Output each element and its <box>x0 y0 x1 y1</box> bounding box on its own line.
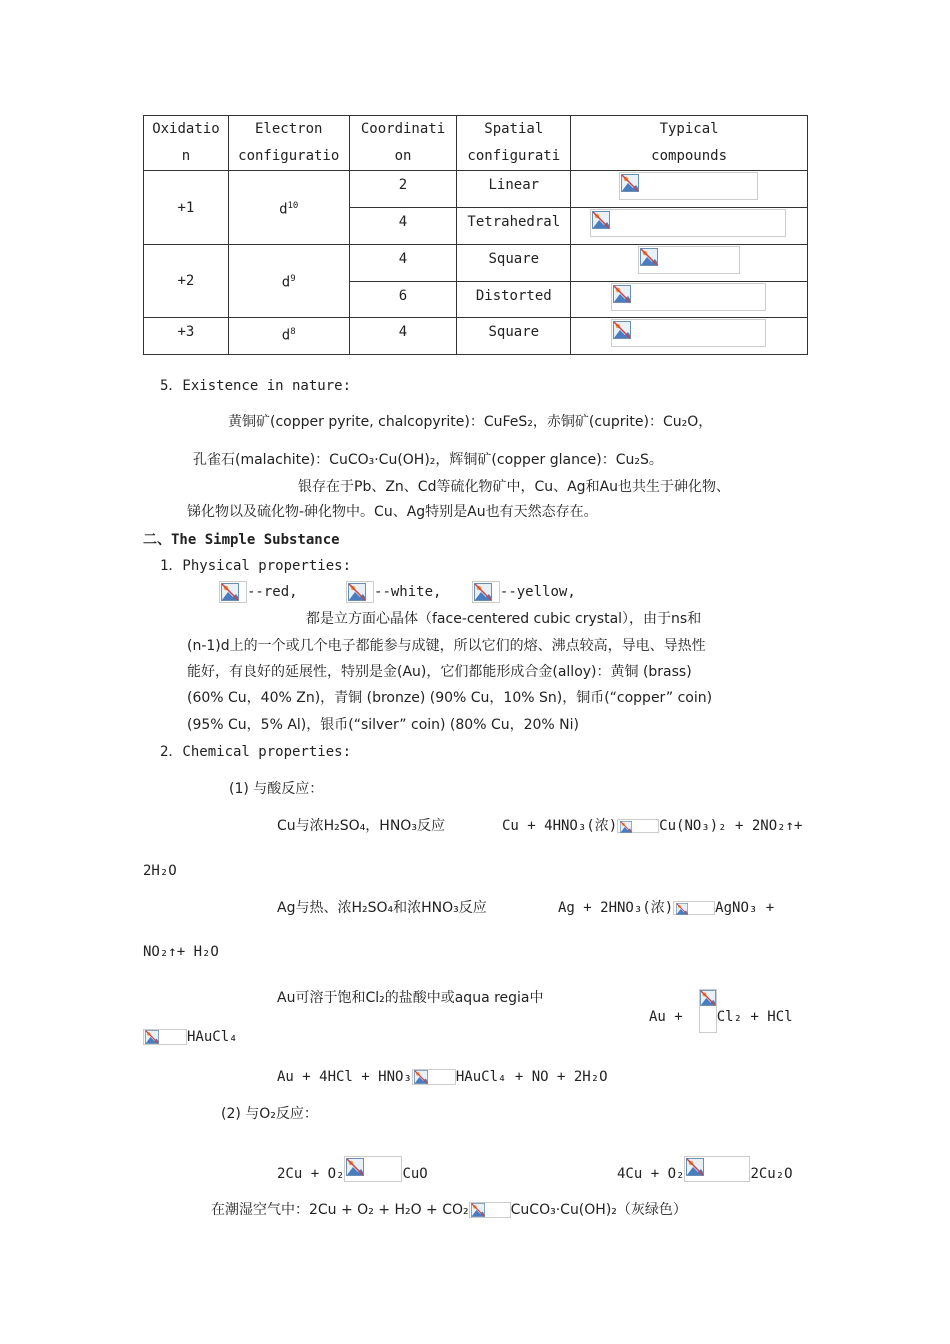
section-5-title: 5．Existence in nature: <box>160 378 352 394</box>
header-electron-config: Electron configuratio <box>228 116 349 171</box>
reaction-1-equation: Cu + 4HNO₃(浓) Cu(NO₃)₂ + 2NO₂↑+ <box>502 818 803 834</box>
oxidation-state-table <box>143 115 808 355</box>
cell-shape: Square <box>457 318 571 355</box>
reaction-arrow-image <box>469 1202 511 1218</box>
broken-image-icon <box>413 1070 429 1084</box>
cell-oxidation: +3 <box>144 318 229 355</box>
physical-text-line-4: (60% Cu，40% Zn)，青铜 (bronze) (90% Cu，10% Sn)，铜币(“copper” coin) <box>187 690 713 706</box>
reaction-arrow-image <box>617 819 659 833</box>
table-row <box>144 245 808 282</box>
reaction-1-continuation: 2H₂O <box>143 863 177 879</box>
oxygen-reaction-2: 4Cu + O₂ 2Cu₂O <box>617 1156 793 1183</box>
broken-image-icon <box>621 174 639 192</box>
compound-image <box>611 319 766 347</box>
reaction-arrow-image <box>699 989 717 1033</box>
physical-text-line-5: (95% Cu，5% Al)，银币(“silver” coin) (80% Cu，20% Ni) <box>187 717 580 733</box>
humid-air-reaction: 在潮湿空气中：2Cu + O₂ + H₂O + CO₂ CuCO₃·Cu(OH)₂（灰绿色） <box>211 1202 687 1218</box>
reaction-2-continuation: NO₂↑+ H₂O <box>143 944 219 960</box>
reaction-4-equation: Au + 4HCl + HNO₃ HAuCl₄ + NO + 2H₂O <box>277 1069 608 1085</box>
compound-image <box>611 283 766 311</box>
cell-oxidation: +2 <box>144 245 229 318</box>
broken-image-icon <box>144 1030 160 1044</box>
cell-shape: Linear <box>457 171 571 208</box>
table-row <box>144 318 808 355</box>
cell-shape: Square <box>457 245 571 282</box>
compound-image <box>619 172 758 200</box>
cell-shape: Tetrahedral <box>457 208 571 245</box>
header-compounds: Typical compounds <box>571 116 808 171</box>
physical-properties-title: 1．Physical properties: <box>160 558 352 574</box>
broken-image-icon <box>348 583 366 601</box>
broken-image-icon <box>221 583 239 601</box>
cell-compound <box>571 318 808 355</box>
cell-config: $d^{10}$ <box>228 171 349 245</box>
acid-reaction-title: (1) 与酸反应： <box>229 781 324 797</box>
cell-coordination: 4 <box>349 245 457 282</box>
broken-image-icon <box>675 903 689 915</box>
header-coordination: Coordinati on <box>349 116 457 171</box>
reaction-arrow-image <box>673 901 715 915</box>
reaction-arrow-image <box>684 1156 750 1182</box>
reaction-3-equation: Au + Cl₂ + HCl <box>649 989 793 1033</box>
silver-line-1: 银存在于Pb、Zn、Cd等硫化物矿中，Cu、Ag和Au也共生于砷化物、 <box>298 479 731 495</box>
broken-image-icon <box>474 583 492 601</box>
copper-image <box>219 581 247 603</box>
minerals-line-2: 孔雀石(malachite)：CuCO₃·Cu(OH)₂，辉铜矿(copper glance)：Cu₂S。 <box>193 452 663 468</box>
cell-compound <box>571 208 808 245</box>
header-oxidation: Oxidatio n <box>144 116 229 171</box>
table-row <box>144 171 808 208</box>
broken-image-icon <box>613 285 631 303</box>
cell-oxidation: +1 <box>144 171 229 245</box>
reaction-arrow-image <box>412 1069 456 1085</box>
broken-image-icon <box>619 821 633 833</box>
broken-image-icon <box>470 1203 486 1217</box>
reaction-arrow-image <box>143 1029 187 1045</box>
metal-colors-line: --red, --white, --yellow, <box>219 581 576 603</box>
physical-text-line-1: 都是立方面心晶体（face-centered cubic crystal），由于ns和 <box>306 611 702 627</box>
broken-image-icon <box>700 990 716 1006</box>
physical-text-line-3: 能好，有良好的延展性，特别是金(Au)，它们都能形成合金(alloy)：黄铜 (brass) <box>187 664 692 680</box>
header-spatial: Spatial configurati <box>457 116 571 171</box>
cell-coordination: 6 <box>349 282 457 318</box>
cell-coordination: 2 <box>349 171 457 208</box>
physical-text-line-2: (n-1)d上的一个或几个电子都能参与成键，所以它们的熔、沸点较高，导电、导热性 <box>187 638 706 654</box>
broken-image-icon <box>592 211 610 229</box>
minerals-line-1: 黄铜矿(copper pyrite, chalcopyrite)：CuFeS₂，赤铜矿(cuprite)：Cu₂O， <box>228 414 713 430</box>
section-2-heading: 二、The Simple Substance <box>143 532 340 548</box>
reaction-1-description: Cu与浓H₂SO₄，HNO₃反应 <box>277 818 445 834</box>
oxygen-reaction-title: (2) 与O₂反应： <box>221 1106 318 1122</box>
broken-image-icon <box>346 1158 364 1176</box>
cell-compound <box>571 282 808 318</box>
broken-image-icon <box>640 248 658 266</box>
chemical-properties-title: 2．Chemical properties: <box>160 744 352 760</box>
cell-shape: Distorted <box>457 282 571 318</box>
cell-compound <box>571 171 808 208</box>
gold-image <box>472 581 500 603</box>
compound-image <box>638 246 740 274</box>
compound-image <box>590 209 786 237</box>
reaction-arrow-image <box>344 1156 402 1182</box>
cell-coordination: 4 <box>349 208 457 245</box>
table-header-row <box>144 116 808 171</box>
broken-image-icon <box>613 321 631 339</box>
cell-config: $d^9$ <box>228 245 349 318</box>
reaction-2-equation: Ag + 2HNO₃(浓) AgNO₃ + <box>558 900 775 916</box>
reaction-3-continuation: HAuCl₄ <box>143 1028 238 1046</box>
broken-image-icon <box>686 1158 704 1176</box>
cell-coordination: 4 <box>349 318 457 355</box>
reaction-3-description: Au可溶于饱和Cl₂的盐酸中或aqua regia中 <box>277 990 544 1006</box>
silver-line-2: 锑化物以及硫化物-砷化物中。Cu、Ag特别是Au也有天然态存在。 <box>187 504 598 520</box>
cell-compound <box>571 245 808 282</box>
silver-image <box>346 581 374 603</box>
cell-config: $d^8$ <box>228 318 349 355</box>
oxygen-reaction-1: 2Cu + O₂ CuO <box>277 1156 428 1183</box>
reaction-2-description: Ag与热、浓H₂SO₄和浓HNO₃反应 <box>277 900 487 916</box>
